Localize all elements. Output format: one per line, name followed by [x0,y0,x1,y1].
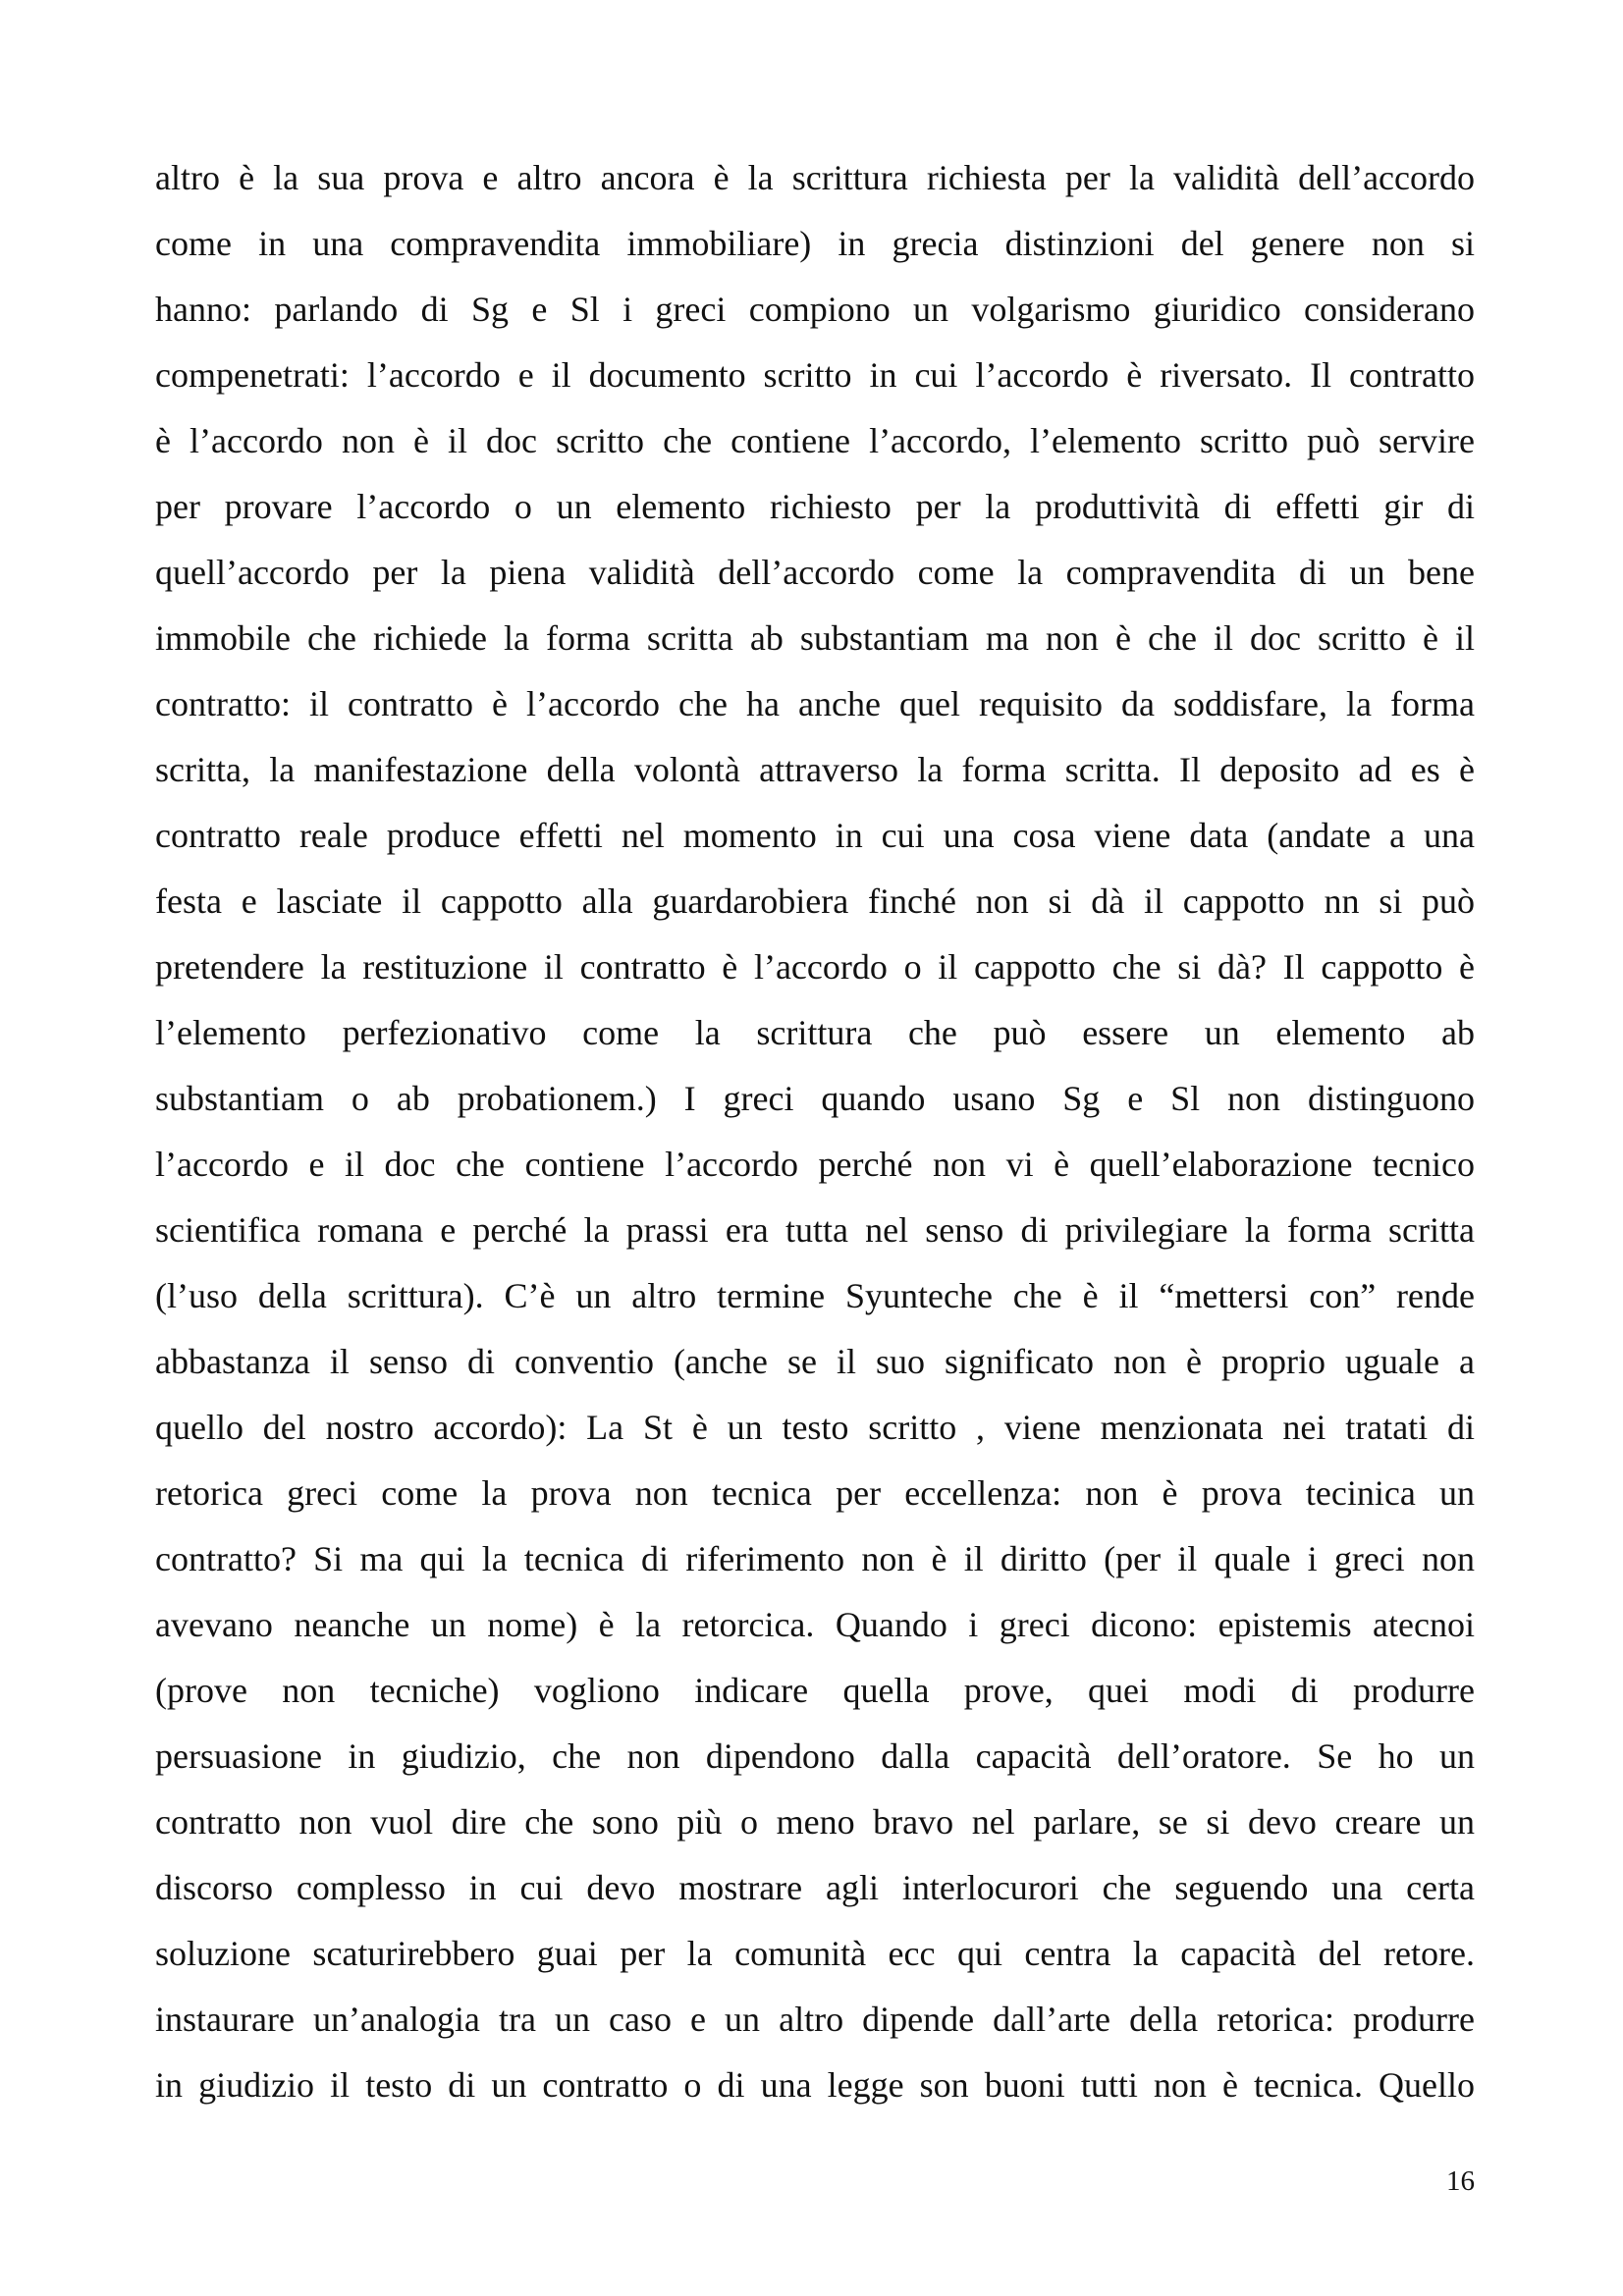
text-line: altro è la sua prova e altro ancora è la scrittura richiesta per la validità dell’accordo [155,158,1475,197]
text-line: hanno: parlando di Sg e Sl i greci compiono un volgarismo giuridico considerano [155,290,1475,329]
text-line: l’elemento perfezionativo come la scrittura che può essere un elemento ab [155,1013,1475,1052]
text-line: immobile che richiede la forma scritta ab substantiam ma non è che il doc scritto è il [155,618,1475,658]
text-line: (l’uso della scrittura). C’è un altro termine Syunteche che è il “mettersi con” rende [155,1276,1475,1315]
text-line: scritta, la manifestazione della volontà attraverso la forma scritta. Il deposito ad es è [155,750,1475,789]
text-line: soluzione scaturirebbero guai per la comunità ecc qui centra la capacità del retore. [155,1934,1475,1973]
text-line: contratto: il contratto è l’accordo che ha anche quel requisito da soddisfare, la forma [155,684,1475,723]
text-line: contratto non vuol dire che sono più o meno bravo nel parlare, se si devo creare un [155,1802,1475,1842]
text-line: (prove non tecniche) vogliono indicare quella prove, quei modi di produrre [155,1671,1475,1710]
text-line: discorso complesso in cui devo mostrare agli interlocurori che seguendo una certa [155,1868,1475,1907]
text-line: avevano neanche un nome) è la retorcica. Quando i greci dicono: epistemis atecnoi [155,1605,1475,1644]
text-line: retorica greci come la prova non tecnica per eccellenza: non è prova tecinica un [155,1473,1475,1513]
text-line: quello del nostro accordo): La St è un testo scritto , viene menzionata nei tratati di [155,1408,1475,1447]
text-line: abbastanza il senso di conventio (anche se il suo significato non è proprio uguale a [155,1342,1475,1381]
text-line: substantiam o ab probationem.) I greci quando usano Sg e Sl non distinguono [155,1079,1475,1118]
page-number: 16 [1446,2165,1475,2197]
text-line: contratto reale produce effetti nel momento in cui una cosa viene data (andate a una [155,816,1475,855]
text-line: in giudizio il testo di un contratto o di una legge son buoni tutti non è tecnica. Quello [155,2065,1475,2105]
text-line: instaurare un’analogia tra un caso e un altro dipende dall’arte della retorica: produrre [155,2000,1475,2039]
text-line: quell’accordo per la piena validità dell’accordo come la compravendita di un bene [155,553,1475,592]
text-line: l’accordo e il doc che contiene l’accordo perché non vi è quell’elaborazione tecnico [155,1145,1475,1184]
body-text [155,145,1475,2118]
text-line: scientifica romana e perché la prassi era tutta nel senso di privilegiare la forma scritta [155,1210,1475,1250]
text-line: contratto? Si ma qui la tecnica di riferimento non è il diritto (per il quale i greci non [155,1539,1475,1578]
text-line: persuasione in giudizio, che non dipendono dalla capacità dell’oratore. Se ho un [155,1736,1475,1776]
text-line: per provare l’accordo o un elemento richiesto per la produttività di effetti gir di [155,487,1475,526]
text-line: compenetrati: l’accordo e il documento scritto in cui l’accordo è riversato. Il contratto [155,355,1475,395]
text-line: è l’accordo non è il doc scritto che contiene l’accordo, l’elemento scritto può servire [155,421,1475,460]
text-line: pretendere la restituzione il contratto è l’accordo o il cappotto che si dà? Il cappotto è [155,947,1475,987]
text-line: festa e lasciate il cappotto alla guardarobiera finché non si dà il cappotto nn si può [155,881,1475,921]
text-line: come in una compravendita immobiliare) in grecia distinzioni del genere non si [155,224,1475,263]
